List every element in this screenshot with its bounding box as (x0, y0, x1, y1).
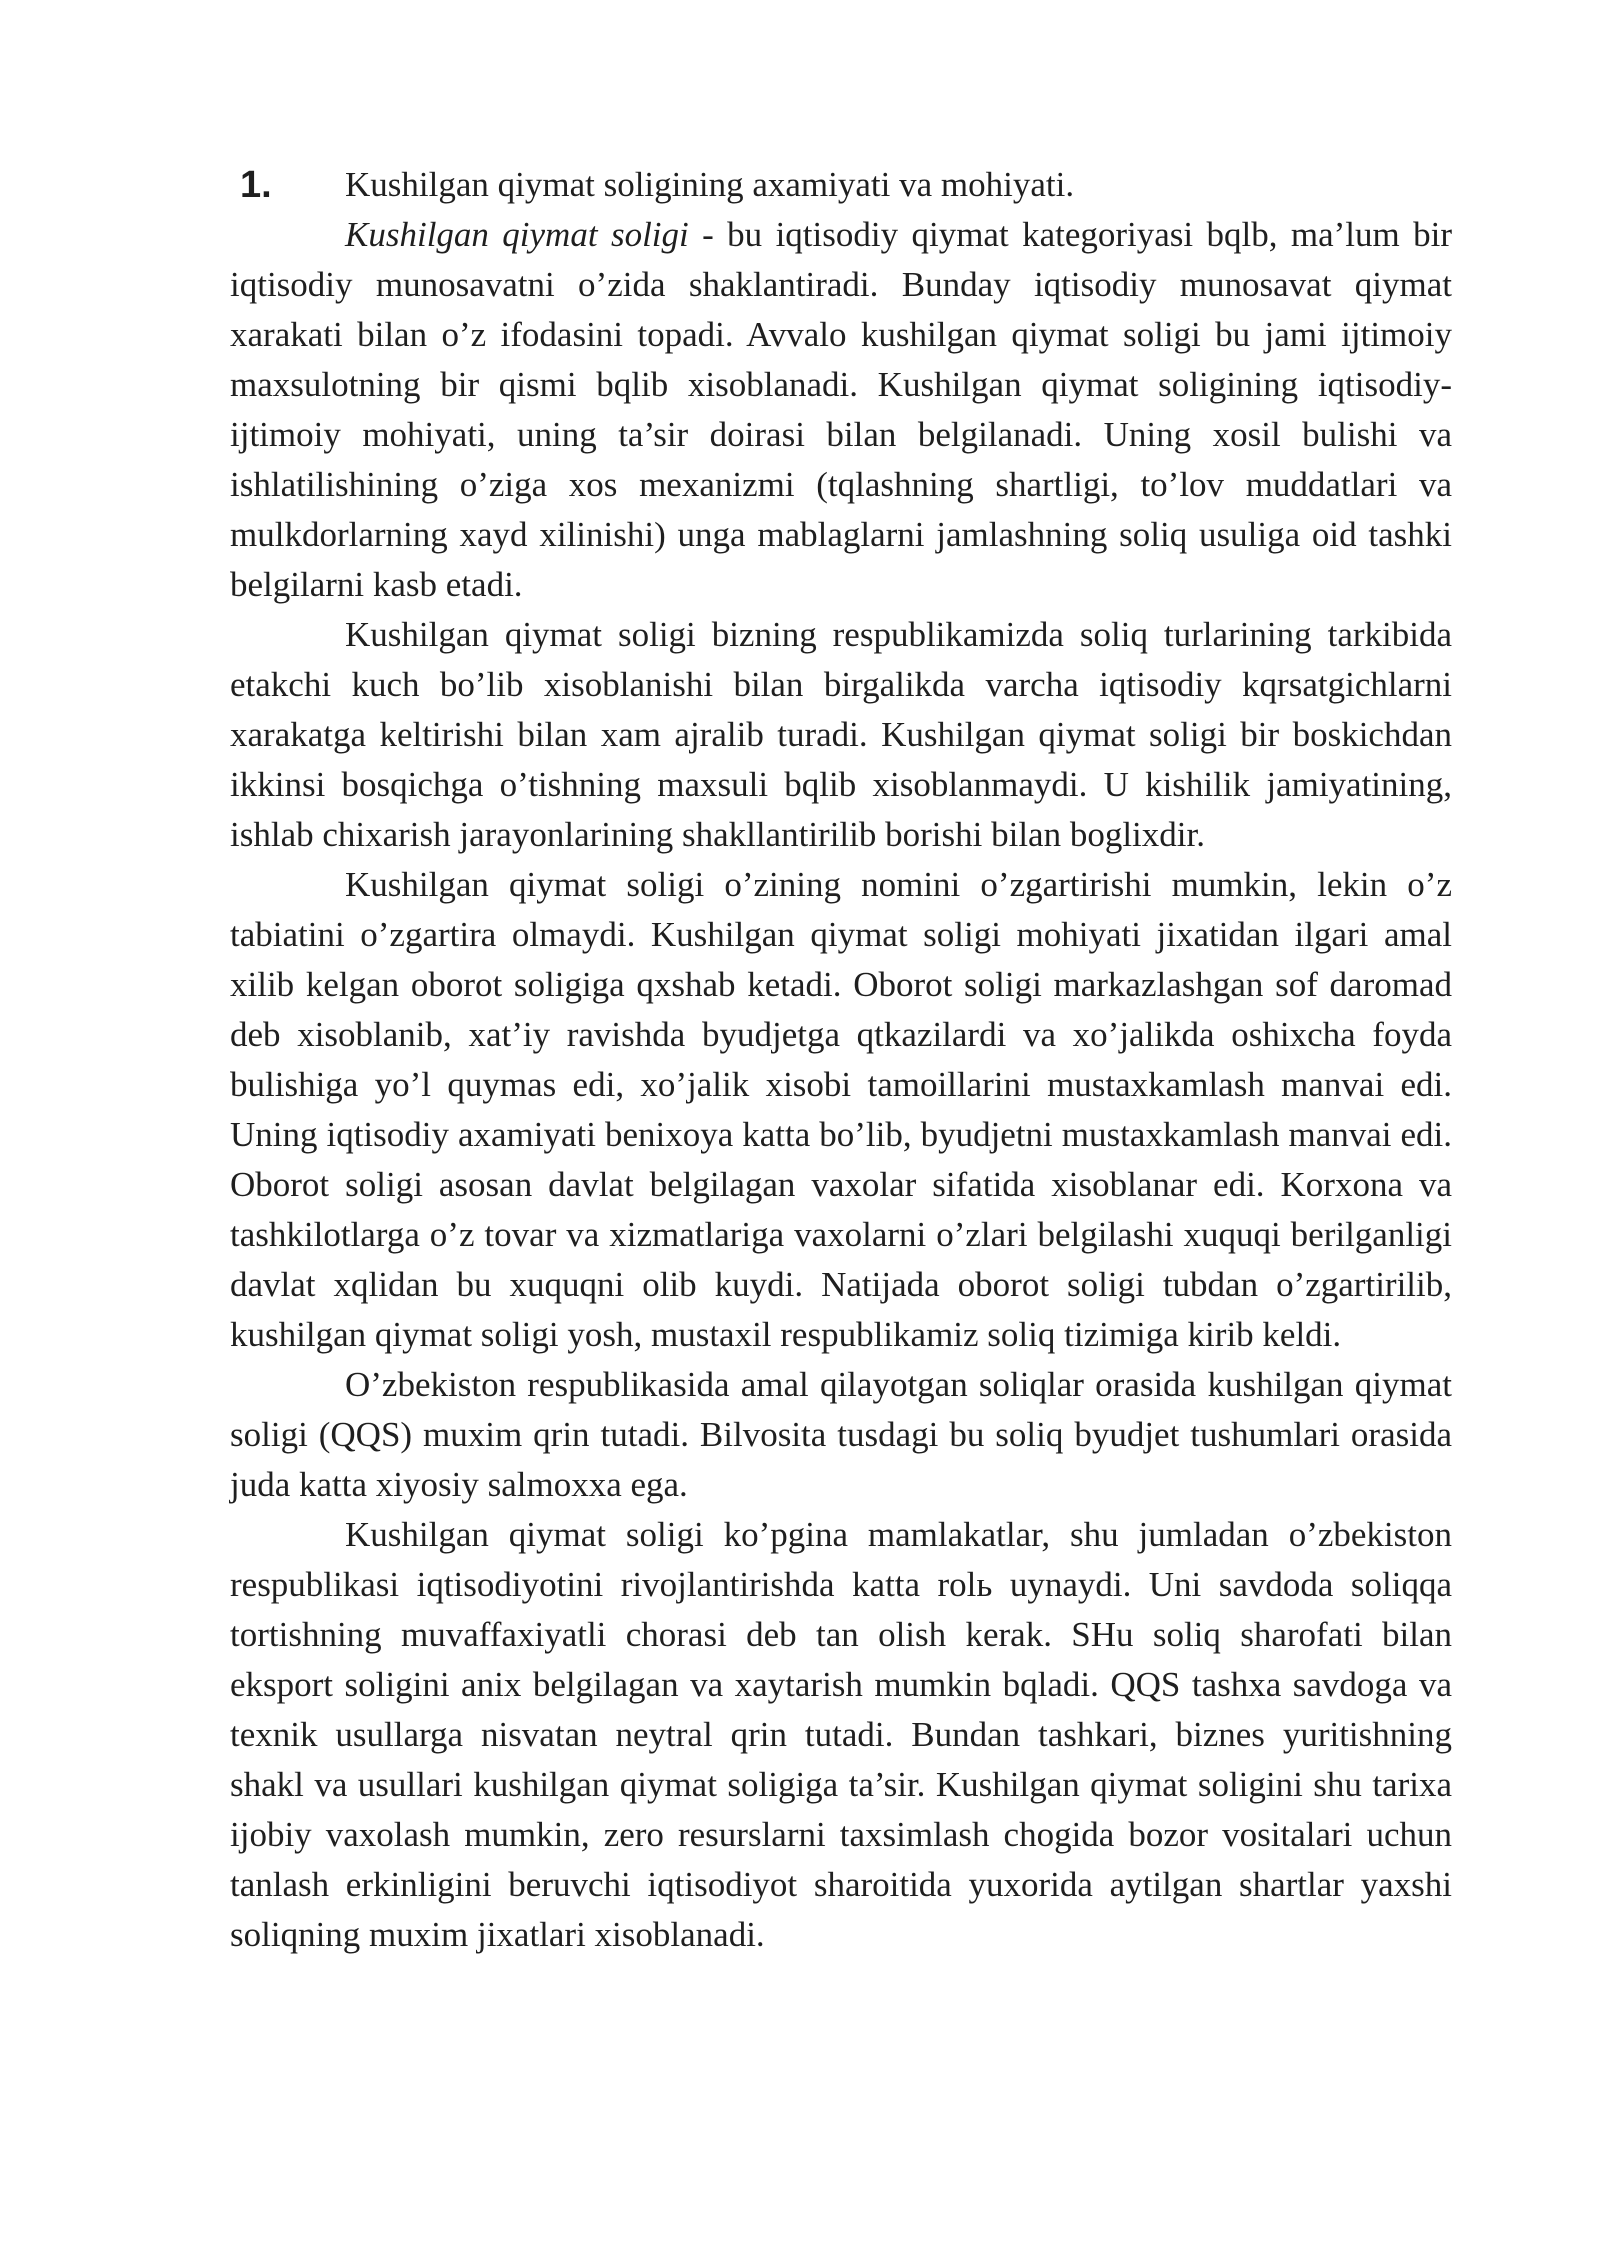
section-title: Kushilgan qiymat soligining axamiyati va mohiyati. (345, 165, 1075, 204)
paragraph-5: Kushilgan qiymat soligi ko’pgina mamlakatlar, shu jumladan o’zbekiston respublikasi iqtisodiyotini rivojlantirishda katta rolь uynaydi. Uni savdoda soliqqa tortishning muvaffaxiyatli chorasi deb tan olish kerak. SHu soliq sharofati bilan eksport soligini anix belgilagan va xaytarish mumkin bqladi. QQS tashxa savdoga va texnik usullarga nisvatan neytral qrin tutadi. Bundan tashkari, biznes yuritishning shakl va usullari kushilgan qiymat soligiga ta’sir. Kushilgan qiymat soligini shu tarixa ijobiy vaxolash mumkin, zero resurslarni taxsimlash chogida bozor vositalari uchun tanlash erkinligini beruvchi iqtisodiyot sharoitida yuxorida aytilgan shartlar yaxshi soliqning muxim jixatlari xisoblanadi. (230, 1515, 1452, 1954)
defined-term: Kushilgan qiymat soligi (345, 215, 689, 254)
section-heading (230, 160, 1452, 210)
document-body (230, 160, 1452, 1960)
paragraph-3: Kushilgan qiymat soligi o’zining nomini o’zgartirishi mumkin, lekin o’z tabiatini o’zgartira olmaydi. Kushilgan qiymat soligi mohiyati jixatidan ilgari amal xilib kelgan oborot soligiga qxshab ketadi. Oborot soligi markazlashgan sof daromad deb xisoblanib, xat’iy ravishda byudjetga qtkazilardi va xo’jalikda oshixcha foyda bulishiga yo’l quymas edi, xo’jalik xisobi tamoillarini mustaxkamlash manvai edi. Uning iqtisodiy axamiyati benixoya katta bo’lib, byudjetni mustaxkamlash manvai edi. Oborot soligi asosan davlat belgilagan vaxolar sifatida xisoblanar edi. Korxona va tashkilotlarga o’z tovar va xizmatlariga vaxolarni o’zlari belgilashi xuquqi berilganligi davlat xqlidan bu xuquqni olib kuydi. Natijada oborot soligi tubdan o’zgartirilib, kushilgan qiymat soligi yosh, mustaxil respublikamiz soliq tizimiga kirib keldi. (230, 865, 1452, 1354)
intro-text: - bu iqtisodiy qiymat kategoriyasi bqlb, ma’lum bir iqtisodiy munosavatni o’zida shaklantiradi. Bunday iqtisodiy munosavat qiymat xarakati bilan o’z ifodasini topadi. Avvalo kushilgan qiymat soligi bu jami ijtimoiy maxsulotning bir qismi bqlib xisoblanadi. Kushilgan qiymat soligining iqtisodiy-ijtimoiy mohiyati, uning ta’sir doirasi bilan belgilanadi. Uning xosil bulishi va ishlatilishining o’ziga xos mexanizmi (tqlashning shartligi, to’lov muddatlari va mulkdorlarning xayd xilinishi) unga mablaglarni jamlashning soliq usuliga oid tashki belgilarni kasb etadi. (230, 215, 1452, 604)
section-number: 1. (240, 164, 272, 206)
paragraph-4: O’zbekiston respublikasida amal qilayotgan soliqlar orasida kushilgan qiymat soligi (QQS) muxim qrin tutadi. Bilvosita tusdagi bu soliq byudjet tushumlari orasida juda katta xiyosiy salmoxxa ega. (230, 1365, 1452, 1504)
intro-paragraph (230, 210, 1452, 610)
paragraph-2: Kushilgan qiymat soligi bizning respublikamizda soliq turlarining tarkibida etakchi kuch bo’lib xisoblanishi bilan birgalikda varcha iqtisodiy kqrsatgichlarni xarakatga keltirishi bilan xam ajralib turadi. Kushilgan qiymat soligi bir boskichdan ikkinsi bosqichga o’tishning maxsuli bqlib xisoblanmaydi. U kishilik jamiyatining, ishlab chixarish jarayonlarining shakllantirilib borishi bilan boglixdir. (230, 615, 1452, 854)
